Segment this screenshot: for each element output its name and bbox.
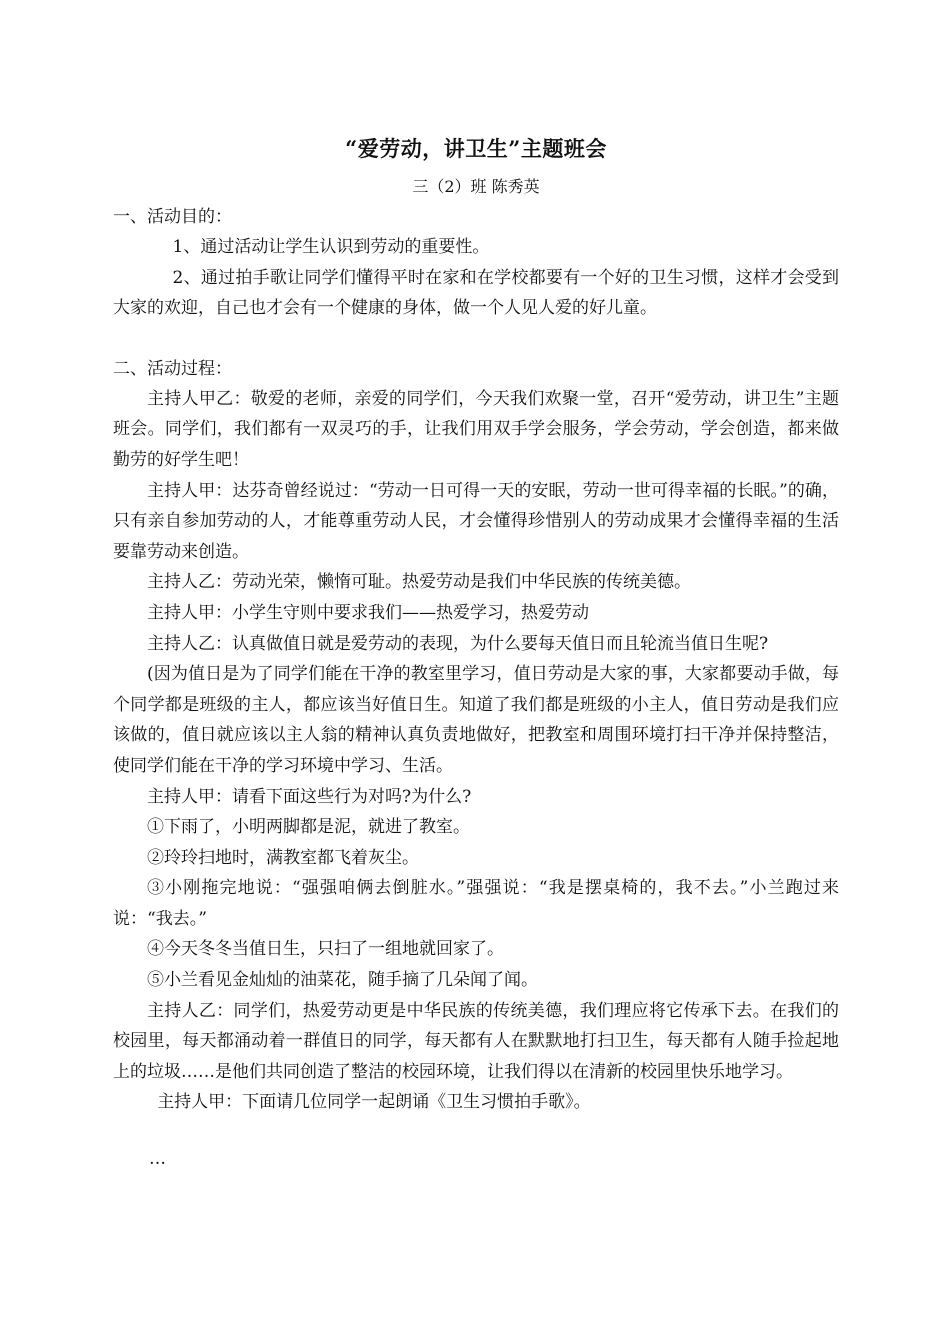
purpose-item: 1、通过活动让学生认识到劳动的重要性。 bbox=[172, 237, 490, 257]
section-heading-process: 二、活动过程： bbox=[113, 358, 232, 379]
purpose-item: 2、通过拍手歌让同学们懂得平时在家和在学校都要有一个好的卫生习惯，这样才会受到大家的欢迎，自己也才会有一个健康的身体，做一个人见人爱的好儿童。 bbox=[113, 267, 839, 319]
process-paragraph: 主持人甲：小学生守则中要求我们——热爱学习，热爱劳动 bbox=[147, 602, 589, 623]
closing-paragraph: 主持人乙：同学们，热爱劳动更是中华民族的传统美德，我们理应将它传承下去。在我们的校园里，每天都涌动着一群值日的同学，每天都有人在默默地打扫卫生，每天都有人随手捡起地上的垃圾……是他们共同创造了整洁的校园环境，让我们得以在清新的校园里快乐地学习。 bbox=[113, 1000, 839, 1082]
document-author: 三（2）班 陈秀英 bbox=[412, 177, 540, 196]
blank-line bbox=[113, 324, 839, 354]
continuation-ellipsis: … bbox=[149, 1149, 166, 1170]
document-page bbox=[113, 128, 839, 1174]
process-paragraph: 主持人甲：请看下面这些行为对吗?为什么? bbox=[147, 786, 472, 807]
blank-line bbox=[113, 1118, 839, 1144]
process-paragraph: 主持人乙：认真做值日就是爱劳动的表现，为什么要每天值日而且轮流当值日生呢? bbox=[147, 633, 769, 654]
process-paragraph: (因为值日是为了同学们能在干净的教室里学习，值日劳动是大家的事，大家都要动手做，每个同学都是班级的主人，都应该当好值日生。知道了我们都是班级的小主人，值日劳动是我们应该做的，值日就应该以主人翁的精神认真负责地做好，把教室和周围环境打扫干净并保持整洁，使同学们能在干净的学习环境中学习、生活。 bbox=[113, 664, 839, 776]
document-title: “爱劳动，讲卫生”主题班会 bbox=[345, 136, 607, 161]
process-paragraph: 主持人甲：达芬奇曾经说过：“劳动一日可得一天的安眠，劳动一世可得幸福的长眠。”的确，只有亲自参加劳动的人，才能尊重劳动人民，才会懂得珍惜别人的劳动成果才会懂得幸福的生活要靠劳动来创造。 bbox=[113, 480, 839, 562]
process-paragraph: 主持人甲乙：敬爱的老师，亲爱的同学们，今天我们欢聚一堂，召开“爱劳动，讲卫生”主题班会。同学们，我们都有一双灵巧的手，让我们用双手学会服务，学会劳动，学会创造，都来做勤劳的好学生吧！ bbox=[113, 388, 839, 470]
process-paragraph: 主持人乙：劳动光荣，懒惰可耻。热爱劳动是我们中华民族的传统美德。 bbox=[147, 572, 691, 593]
behavior-item: ⑤小兰看见金灿灿的油菜花，随手摘了几朵闻了闻。 bbox=[147, 970, 538, 991]
behavior-item: ④今天冬冬当值日生，只扫了一组地就回家了。 bbox=[147, 939, 504, 960]
behavior-item: ①下雨了，小明两脚都是泥，就进了教室。 bbox=[147, 817, 470, 838]
recital-paragraph: 主持人甲：下面请几位同学一起朗诵《卫生习惯拍手歌》。 bbox=[157, 1092, 591, 1113]
behavior-item: ②玲玲扫地时，满教室都飞着灰尘。 bbox=[147, 847, 419, 868]
behavior-item: ③小刚拖完地说：“强强咱俩去倒脏水。”强强说：“我是摆桌椅的，我不去。”小兰跑过来说：“我去。” bbox=[113, 878, 839, 929]
section-heading-purpose: 一、活动目的： bbox=[113, 207, 232, 227]
